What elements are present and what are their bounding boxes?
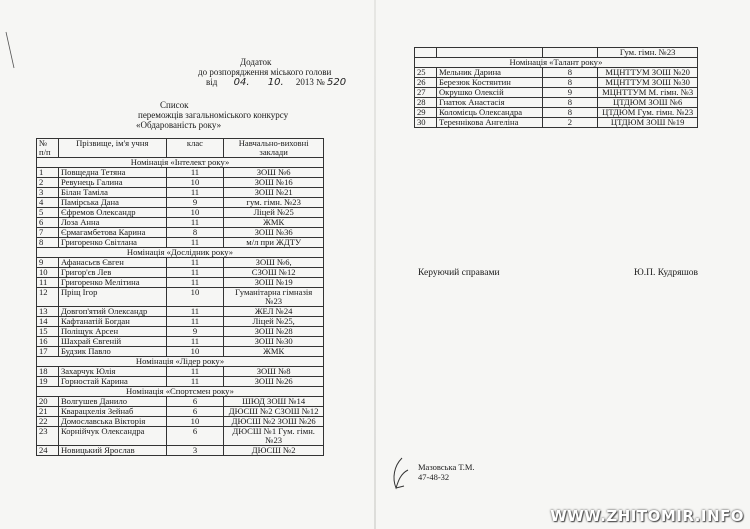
row-number: 2: [37, 178, 59, 188]
student-name: Лоза Анна: [58, 218, 166, 228]
student-class: 3: [166, 446, 224, 456]
student-name: Ревунець Галина: [58, 178, 166, 188]
school-name: Ліцей №25: [224, 208, 324, 218]
row-number: 18: [37, 367, 59, 377]
row-number: 12: [37, 288, 59, 307]
table-row: [37, 427, 324, 446]
table-row: [415, 68, 698, 78]
student-class: 11: [166, 188, 224, 198]
nomination-title: Номінація «Інтелект року»: [37, 158, 324, 168]
table-row-continued: [415, 48, 698, 58]
student-name: Памірська Дана: [58, 198, 166, 208]
student-name: Повщедна Тетяна: [58, 168, 166, 178]
date-day: 04.: [233, 77, 250, 88]
row-number: 21: [37, 407, 59, 417]
row-number: 28: [415, 98, 437, 108]
table-row: [37, 288, 324, 307]
school-name: ДЮСШ №2 ЗОШ №26: [224, 417, 324, 427]
student-name: Горностай Карина: [58, 377, 166, 387]
table-row: [37, 417, 324, 427]
nomination-row: [37, 158, 324, 168]
student-name: Єфремов Олександр: [58, 208, 166, 218]
school-name: ЦТДЮМ ЗОШ №6: [598, 98, 698, 108]
student-class: [542, 48, 598, 58]
school-name: ДЮСШ №2 СЗОШ №12: [224, 407, 324, 417]
table-row: [37, 367, 324, 377]
row-number: 11: [37, 278, 59, 288]
student-class: 2: [542, 118, 598, 128]
student-class: 10: [166, 208, 224, 218]
table-row: [415, 98, 698, 108]
row-number: 6: [37, 218, 59, 228]
row-number: 8: [37, 238, 59, 248]
school-name: ДЮСШ №1 Гум. гімн. №23: [224, 427, 324, 446]
header-class: клас: [166, 139, 224, 158]
nomination-row: [37, 357, 324, 367]
student-name: Шахрай Євгеній: [58, 337, 166, 347]
table-row: [37, 317, 324, 327]
date-year: 2013 №: [295, 77, 325, 87]
row-number: 5: [37, 208, 59, 218]
school-name: ЗОШ №6: [224, 168, 324, 178]
student-name: Єрмагамбетова Карина: [58, 228, 166, 238]
student-class: 6: [166, 397, 224, 407]
school-name: гум. гімн. №23: [224, 198, 324, 208]
table-row: [37, 337, 324, 347]
student-class: 11: [166, 168, 224, 178]
student-name: Кафтанатій Богдан: [58, 317, 166, 327]
student-name: Коломієць Олександра: [436, 108, 542, 118]
school-name: Гуманітарна гімназія №23: [224, 288, 324, 307]
header-school: Навчально-виховні заклади: [224, 139, 324, 158]
date-month: 10.: [267, 77, 284, 88]
school-name: ЗОШ №16: [224, 178, 324, 188]
school-name: СЗОШ №12: [224, 268, 324, 278]
row-number: 30: [415, 118, 437, 128]
site-watermark: WWW.ZHITOMIR.INFO: [550, 507, 744, 525]
student-class: 10: [166, 347, 224, 357]
row-number: 23: [37, 427, 59, 446]
school-name: МЦНТТУМ М. гімн. №3: [598, 88, 698, 98]
student-name: Кварацхелія Зейнаб: [58, 407, 166, 417]
student-class: 11: [166, 218, 224, 228]
list-title: Список: [160, 100, 189, 110]
school-name: ЗОШ №30: [224, 337, 324, 347]
row-number: 9: [37, 258, 59, 268]
student-name: Домославська Вікторія: [58, 417, 166, 427]
row-number: 3: [37, 188, 59, 198]
student-name: Пріщ Ігор: [58, 288, 166, 307]
row-number: 22: [37, 417, 59, 427]
student-class: 10: [166, 288, 224, 307]
student-class: 11: [166, 337, 224, 347]
student-class: 8: [542, 68, 598, 78]
student-name: Новицький Ярослав: [58, 446, 166, 456]
table-row: [37, 238, 324, 248]
row-number: 26: [415, 78, 437, 88]
student-class: 11: [166, 258, 224, 268]
date-prefix: від: [206, 77, 218, 87]
school-name: Ліцей №25,: [224, 317, 324, 327]
student-name: Білан Таміла: [58, 188, 166, 198]
table-row: [37, 218, 324, 228]
student-name: Будзик Павло: [58, 347, 166, 357]
student-class: 6: [166, 407, 224, 417]
student-name: Гнатюк Анастасія: [436, 98, 542, 108]
table-row: [415, 118, 698, 128]
student-name: Григоренко Світлана: [58, 238, 166, 248]
student-name: Тереннікова Ангеліна: [436, 118, 542, 128]
student-class: 11: [166, 377, 224, 387]
row-number: 1: [37, 168, 59, 178]
school-name: ЦТДЮМ Гум. гімн. №23: [598, 108, 698, 118]
student-class: 8: [542, 108, 598, 118]
nomination-title: Номінація «Спортсмен року»: [37, 387, 324, 397]
student-class: 11: [166, 278, 224, 288]
header-number: № п/п: [37, 139, 59, 158]
school-name: ЗОШ №21: [224, 188, 324, 198]
school-name: ЗОШ №19: [224, 278, 324, 288]
student-class: 10: [166, 417, 224, 427]
executor-phone: 47-48-32: [418, 472, 450, 482]
student-class: 10: [166, 178, 224, 188]
table-row: [37, 307, 324, 317]
school-name: ЗОШ №8: [224, 367, 324, 377]
order-date-line: [206, 77, 346, 88]
row-number: 14: [37, 317, 59, 327]
student-class: 8: [542, 98, 598, 108]
manager-role: Керуючий справами: [418, 268, 500, 278]
student-name: Захарчук Юлія: [58, 367, 166, 377]
student-name: Григоренко Мелітина: [58, 278, 166, 288]
school-name: МЦНТТУМ ЗОШ №20: [598, 68, 698, 78]
row-number: 15: [37, 327, 59, 337]
student-class: 9: [542, 88, 598, 98]
table-row: [415, 78, 698, 88]
school-name: ЖЕЛ №24: [224, 307, 324, 317]
table-header-row: [37, 139, 324, 158]
student-class: 6: [166, 427, 224, 446]
margin-mark-icon: [4, 30, 16, 70]
winners-table-left: [36, 138, 324, 456]
table-row: [415, 108, 698, 118]
row-number: 20: [37, 397, 59, 407]
student-name: Корнійчук Олександра: [58, 427, 166, 446]
student-name: Довгоп'ятий Олександр: [58, 307, 166, 317]
table-row: [415, 88, 698, 98]
student-name: Волгушев Данило: [58, 397, 166, 407]
student-name: [436, 48, 542, 58]
row-number: 13: [37, 307, 59, 317]
header-name: Прізвище, ім'я учня: [58, 139, 166, 158]
row-number: 24: [37, 446, 59, 456]
order-reference: до розпорядження міського голови: [198, 67, 332, 77]
student-class: 9: [166, 327, 224, 337]
executor-signature-icon: [388, 456, 414, 492]
row-number: 19: [37, 377, 59, 387]
table-row: [37, 228, 324, 238]
page-fold: [374, 0, 376, 529]
table-row: [37, 188, 324, 198]
student-class: 9: [166, 198, 224, 208]
table-row: [37, 446, 324, 456]
row-number: 4: [37, 198, 59, 208]
row-number: 10: [37, 268, 59, 278]
winners-table-right: [414, 47, 698, 128]
school-name: ЗОШ №28: [224, 327, 324, 337]
row-number: 7: [37, 228, 59, 238]
student-class: 11: [166, 367, 224, 377]
student-name: Афанасьєв Євген: [58, 258, 166, 268]
school-name: ЦТДЮМ ЗОШ №19: [598, 118, 698, 128]
order-number: 520: [327, 77, 347, 88]
nomination-row: [415, 58, 698, 68]
table-row: [37, 178, 324, 188]
row-number: 29: [415, 108, 437, 118]
nomination-title: Номінація «Лідер року»: [37, 357, 324, 367]
student-name: Григор'єв Лев: [58, 268, 166, 278]
table-row: [37, 208, 324, 218]
manager-name: Ю.П. Кудряшов: [634, 268, 699, 278]
row-number: 17: [37, 347, 59, 357]
student-name: Березюк Костянтин: [436, 78, 542, 88]
school-name: ЖМК: [224, 218, 324, 228]
executor-name: Мазовська Т.М.: [418, 462, 475, 472]
table-row: [37, 397, 324, 407]
nomination-row: [37, 248, 324, 258]
school-name: ЗОШ №6,: [224, 258, 324, 268]
school-name: МЦНТТУМ ЗОШ №30: [598, 78, 698, 88]
student-class: 8: [166, 228, 224, 238]
school-name: ДЮСШ №2: [224, 446, 324, 456]
student-class: 8: [542, 78, 598, 88]
row-number: 25: [415, 68, 437, 78]
row-number: 16: [37, 337, 59, 347]
annex-label: Додаток: [240, 57, 272, 67]
table-row: [37, 377, 324, 387]
student-name: Окрушко Олексій: [436, 88, 542, 98]
table-row: [37, 198, 324, 208]
student-class: 11: [166, 268, 224, 278]
list-subtitle: переможців загальноміського конкурсу: [138, 110, 289, 120]
row-number: 27: [415, 88, 437, 98]
school-name: ЖМК: [224, 347, 324, 357]
nomination-title: Номінація «Дослідник року»: [37, 248, 324, 258]
row-number: [415, 48, 437, 58]
student-class: 11: [166, 317, 224, 327]
student-class: 11: [166, 238, 224, 248]
student-class: 11: [166, 307, 224, 317]
school-name: ШЮД ЗОШ №14: [224, 397, 324, 407]
table-row: [37, 258, 324, 268]
student-name: Поліщук Арсен: [58, 327, 166, 337]
table-row: [37, 168, 324, 178]
student-name: Мельник Дарина: [436, 68, 542, 78]
nomination-title: Номінація «Талант року»: [415, 58, 698, 68]
table-row: [37, 327, 324, 337]
school-name: м/л при ЖДТУ: [224, 238, 324, 248]
table-row: [37, 268, 324, 278]
contest-name: «Обдарованість року»: [136, 120, 222, 130]
school-name: Гум. гімн. №23: [598, 48, 698, 58]
nomination-row: [37, 387, 324, 397]
table-row: [37, 347, 324, 357]
table-row: [37, 407, 324, 417]
school-name: ЗОШ №36: [224, 228, 324, 238]
school-name: ЗОШ №26: [224, 377, 324, 387]
table-row: [37, 278, 324, 288]
